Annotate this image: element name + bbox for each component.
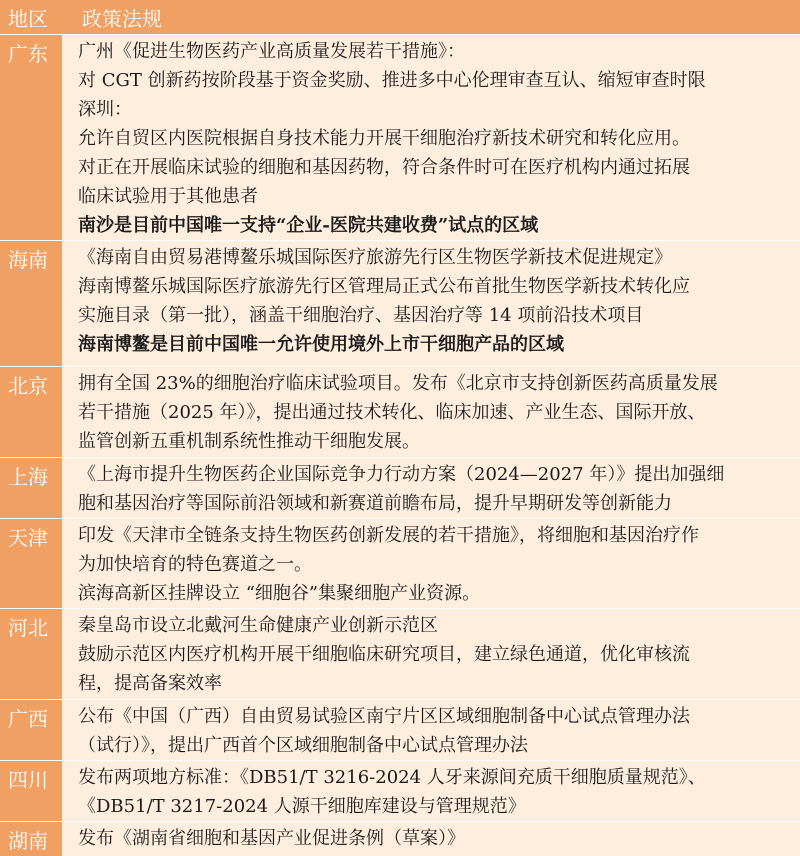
policy-line: 广州《促进生物医药产业高质量发展若干措施》： bbox=[78, 41, 465, 62]
policy-line: 发布两项地方标准：《DB51/T 3216-2024 人牙来源间充质干细胞质量规范》、 bbox=[78, 767, 706, 788]
table-row bbox=[0, 241, 800, 367]
policy-line: 《上海市提升生物医药企业国际竞争力行动方案（2024—2027 年）》提出加强细 bbox=[78, 464, 725, 485]
policy-line: 《海南自由贸易港博鳌乐城国际医疗旅游先行区生物医学新技术促进规定》 bbox=[78, 247, 672, 268]
policy-line: 滨海高新区挂牌设立 “细胞谷”集聚细胞产业资源。 bbox=[78, 583, 481, 604]
policy-line: 公布《中国（广西）自由贸易试验区南宁片区区域细胞制备中心试点管理办法 bbox=[78, 706, 690, 727]
table-row bbox=[0, 822, 800, 856]
policy-highlight: 南沙是目前中国唯一支持“企业-医院共建收费”试点的区域 bbox=[78, 215, 539, 236]
region-cell: 上海 bbox=[0, 458, 62, 519]
policy-line: 发布《湖南省细胞和基因产业促进条例（草案）》 bbox=[78, 828, 465, 849]
table-row bbox=[0, 35, 800, 241]
policy-line: 程，提高备案效率 bbox=[78, 673, 222, 694]
region-cell: 河北 bbox=[0, 609, 62, 700]
header-policy: 政策法规 bbox=[62, 0, 800, 35]
region-cell: 海南 bbox=[0, 241, 62, 367]
table-row bbox=[0, 519, 800, 609]
policy-line: 若干措施（2025 年）》，提出通过技术转化、临床加速、产业生态、国际开放、 bbox=[78, 402, 706, 423]
policy-body bbox=[0, 35, 800, 856]
region-cell: 天津 bbox=[0, 519, 62, 609]
policy-line: 允许自贸区内医院根据自身技术能力开展干细胞治疗新技术研究和转化应用。 bbox=[78, 128, 690, 149]
policy-line: 对正在开展临床试验的细胞和基因药物，符合条件时可在医疗机构内通过拓展 bbox=[78, 157, 690, 178]
policy-line: 对 CGT 创新药按阶段基于资金奖励、推进多中心伦理审查互认、缩短审查时限 bbox=[78, 70, 706, 91]
policy-line: 深圳： bbox=[78, 99, 132, 120]
policy-line: 海南博鳌乐城国际医疗旅游先行区管理局正式公布首批生物医学新技术转化应 bbox=[78, 276, 690, 297]
policy-cell bbox=[62, 519, 800, 609]
policy-cell bbox=[62, 35, 800, 241]
policy-line: 《DB51/T 3217-2024 人源干细胞库建设与管理规范》 bbox=[78, 796, 526, 817]
policy-line: （试行）》，提出广西首个区域细胞制备中心试点管理办法 bbox=[78, 735, 528, 756]
policy-cell bbox=[62, 367, 800, 458]
region-cell: 广东 bbox=[0, 35, 62, 241]
policy-line: 实施目录（第一批），涵盖干细胞治疗、基因治疗等 14 项前沿技术项目 bbox=[78, 305, 644, 326]
policy-line: 鼓励示范区内医疗机构开展干细胞临床研究项目，建立绿色通道，优化审核流 bbox=[78, 644, 690, 665]
policy-line: 胞和基因治疗等国际前沿领域和新赛道前瞻布局，提升早期研发等创新能力 bbox=[78, 493, 672, 514]
policy-cell bbox=[62, 700, 800, 761]
policy-highlight: 海南博鳌是目前中国唯一允许使用境外上市干细胞产品的区域 bbox=[78, 334, 564, 355]
header-region: 地区 bbox=[0, 0, 62, 35]
policy-line: 为加快培育的特色赛道之一。 bbox=[78, 554, 312, 575]
policy-cell bbox=[62, 761, 800, 822]
policy-cell bbox=[62, 609, 800, 700]
region-cell: 湖南 bbox=[0, 822, 62, 856]
policy-line: 临床试验用于其他患者 bbox=[78, 186, 258, 207]
policy-cell bbox=[62, 241, 800, 367]
table-row bbox=[0, 458, 800, 519]
policy-line: 监管创新五重机制系统性推动干细胞发展。 bbox=[78, 431, 420, 452]
region-cell: 北京 bbox=[0, 367, 62, 458]
table-row bbox=[0, 700, 800, 761]
policy-line: 拥有全国 23%的细胞治疗临床试验项目。发布《北京市支持创新医药高质量发展 bbox=[78, 373, 718, 394]
policy-cell bbox=[62, 458, 800, 519]
table-row bbox=[0, 761, 800, 822]
policy-line: 秦皇岛市设立北戴河生命健康产业创新示范区 bbox=[78, 615, 438, 636]
region-cell: 广西 bbox=[0, 700, 62, 761]
header-row bbox=[0, 0, 800, 35]
policy-cell bbox=[62, 822, 800, 856]
region-cell: 四川 bbox=[0, 761, 62, 822]
table-row bbox=[0, 609, 800, 700]
policy-line: 印发《天津市全链条支持生物医药创新发展的若干措施》，将细胞和基因治疗作 bbox=[78, 525, 699, 546]
table-row bbox=[0, 367, 800, 458]
